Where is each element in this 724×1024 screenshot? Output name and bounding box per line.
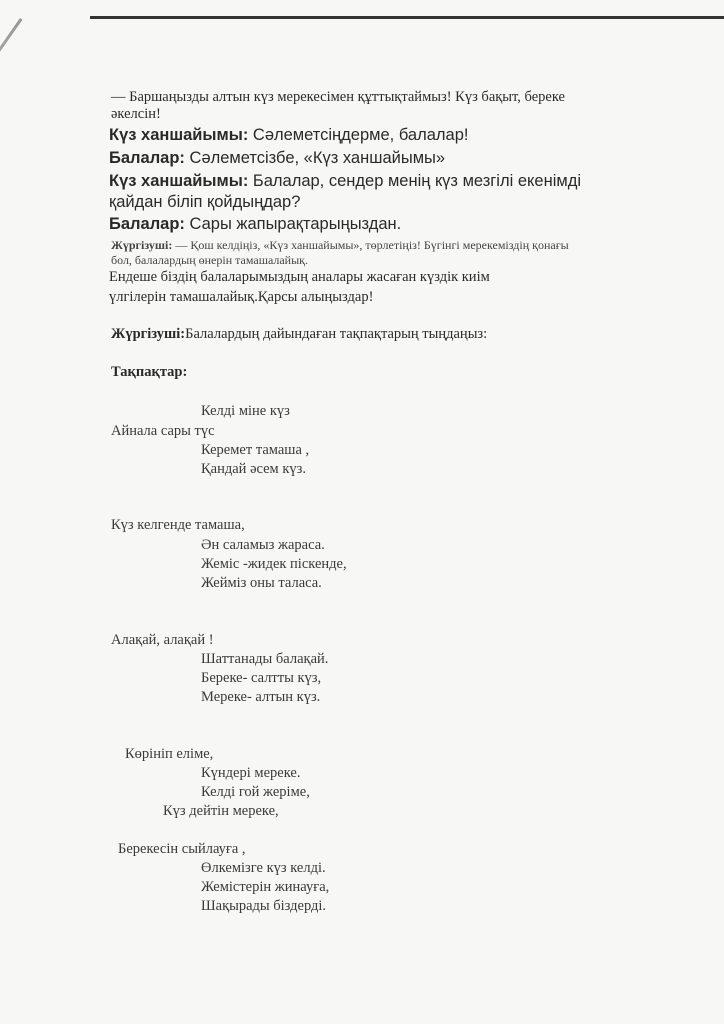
dialogue-line [109,215,401,234]
poem-line: Шақырады біздерді. [201,898,327,914]
host-speaker: Жүргізуші: [111,326,186,342]
speech-text: қайдан біліп қойдыңдар? [109,193,301,211]
poem-line: Жемістерін жинауға, [201,879,330,895]
host-line-1 [111,238,569,253]
poem-line: Қандай әсем күз. [201,461,306,477]
poem-line: Келді гой жеріме, [201,784,310,800]
host-line-3: Ендеше біздің балаларымыздың аналары жасаған күздік киім [109,269,490,285]
dialogue-line [109,149,445,168]
poem-line: Күз келгенде тамаша, [111,517,245,533]
poem-line: Керемет тамаша , [201,442,310,458]
speech-text: Сәлеметсізбе, «Күз ханшайымы» [184,149,446,167]
host-line [111,326,487,343]
host-line-2: бол, балалардың өнерін тамашалайық. [111,253,308,267]
speech-text: Сәлеметсіңдерме, балалар! [248,126,469,144]
host-speaker: Жүргізуші: [111,238,173,252]
poem-line: Күз дейтін мереке, [163,803,279,819]
poem-line: Келді міне күз [201,403,290,419]
poem-line: Шаттанады балақай. [201,651,329,667]
dialogue-line [109,126,468,145]
speaker-name: Балалар: [109,215,185,233]
poem-line: Берекесін сыйлауға , [118,841,246,857]
poem-line: Алақай, алақай ! [111,632,214,648]
page-top-edge [90,16,724,19]
host-text: Балалардың дайындаған тақпақтарың тыңдаңыз: [185,326,488,342]
poem-line: Жейміз оны таласа. [201,575,322,591]
poem-line: Ән саламыз жараса. [201,537,325,553]
poem-line: Мереке- алтын күз. [201,689,321,705]
poem-line: Өлкемізге күз келді. [201,860,326,876]
poem-line: Көрініп еліме, [125,746,214,762]
intro-line-1: — Баршаңызды алтын күз мерекесімен құттықтаймыз! Күз бақыт, береке [111,89,565,105]
speech-text: Сары жапырақтарыңыздан. [184,215,402,233]
host-line-4: үлгілерін тамашалайық.Қарсы алыңыздар! [109,289,374,305]
section-title: Тақпақтар: [111,364,188,380]
speaker-name: Күз ханшайымы: [109,126,249,144]
host-text: — Қош келдіңіз, «Күз ханшайымы», төрлетіңіз! Бүгінгі мерекеміздің қонағы [172,238,569,252]
speaker-name: Күз ханшайымы: [109,172,249,190]
poem-line: Береке- салтты күз, [201,670,322,686]
speech-text: Балалар, сендер менің күз мезгілі екенімді [248,172,582,190]
dialogue-line [109,172,581,191]
speaker-name: Балалар: [109,149,185,167]
dialogue-line [109,193,300,212]
poem-line: Жеміс -жидек піскенде, [201,556,347,572]
intro-line-2: әкелсін! [111,106,161,122]
page-fold-shadow [0,18,22,167]
poem-line: Айнала сары түс [111,423,215,439]
poem-line: Күндері мереке. [201,765,301,781]
